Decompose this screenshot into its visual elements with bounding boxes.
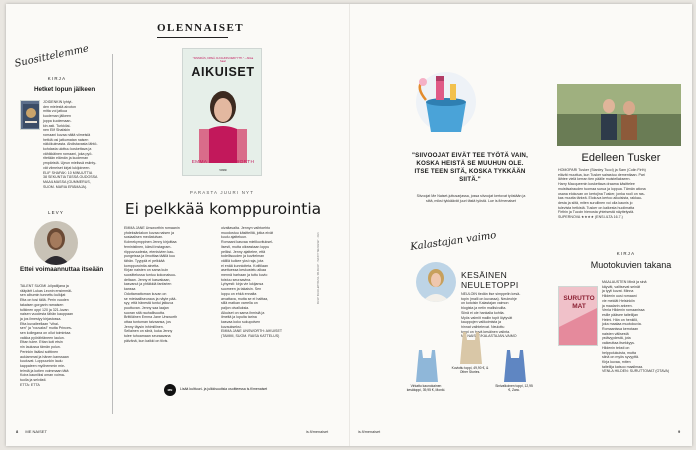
kirja-body-line: vähikkäinen romaani, joka pyö- [43, 151, 93, 156]
leffa-body-line: kas muutta tärkeä. Elokuva kertoo aikuisista, rakkau- [558, 196, 643, 201]
knit-top-shape [460, 332, 482, 364]
kirja-body-line: romaani kuvaa näitä viimeisiä [43, 132, 91, 137]
kirja-body-line: JOIDENKIN lyhtyi- [43, 100, 73, 104]
kalastajan-body-line: toppi on hyvä kesäinen valinta. [461, 329, 511, 334]
knit-top-icon [411, 348, 443, 384]
magazine-spread [6, 4, 692, 446]
right-web: is.fi/menaiset [358, 430, 381, 434]
vertical-credit: KUVAT KUVA:LEHTIKUVA / PR-KUVAT · TEKSTIT ME NAISET · 2021 [318, 232, 320, 304]
kirja2-body-line: vie meidät Helsinkiin [602, 298, 635, 303]
cover-title: AIKUISET [191, 65, 255, 79]
levy-body-line: rääpärit Lukas Leonin ensimmäi- [20, 288, 73, 293]
product-list [406, 330, 536, 420]
main-col1-line: tulee tuhoamaan seuraavana [124, 334, 171, 339]
kirja-body-line: kin asti. Turkkilai- [43, 123, 71, 128]
leffa-still [557, 84, 681, 146]
aikuiset-book-cover [182, 48, 262, 176]
levy-body-line: aukiammat ja hänen kanssaan [20, 354, 69, 359]
levy-body-line: takaisen gorgarin ramaisen [20, 302, 64, 307]
levy-body-line: ETTA: ETTA [20, 382, 40, 387]
kalastajan-body-line: Myös valmiit mallin topit löytyvät [461, 315, 513, 320]
cover-portrait [199, 85, 247, 163]
main-col1-line: feministinen, kärsii instagram- [124, 244, 172, 249]
leffa-title: Edelleen Tusker [581, 152, 661, 164]
script-heading: Suosittelemme [13, 43, 90, 70]
levy-body-line: nin laulussa tämän polun. [20, 345, 61, 350]
kirja2-body-line: vaikeuttaa itsekkyys. [602, 341, 635, 346]
main-col2-line: suomeen ja takaisin. Sen [221, 287, 262, 292]
knitter-photo [416, 262, 456, 302]
levy-body-line: vaikka pyörähtäneen laulun. [20, 335, 65, 340]
main-col-1 [124, 226, 216, 344]
kalastajan-body-line: Siinä ei ole hankalia kohtia. [461, 310, 505, 315]
kirja2-body-line: Hildenin uusi romaani [602, 294, 637, 299]
product-caption: Sinivalkoinen toppi, 12,95 €, Zara. [495, 384, 533, 393]
kalastajan-body-line: ME NAISET/KALASTAJAN-VAIMO [461, 334, 517, 339]
kalastajan-body-line: blogista ja netin mallisivuilta. [461, 306, 507, 311]
main-col1-line: Kirjan naisten on sama kuin [124, 268, 169, 273]
main-col1-line: komppurointia ainetta. [124, 263, 160, 268]
kirja-body [43, 100, 103, 189]
main-col2-line: Romaani kasvaa mielikuvituksel- [221, 240, 274, 245]
kirja2-body-line: taiteilija katsoo maailmaa. [602, 364, 644, 369]
section-title: OLENNAISET [157, 22, 245, 34]
kirja2-body-line: ja tyyli kuvat. Minna [602, 289, 634, 294]
footer-note: Lisää kulttuuri- ja julkkisuutisia osoitteessa is.fi/menaiset [180, 387, 268, 391]
knit-top-icon [455, 330, 487, 366]
product-caption: Virkattu kaunokainen kesätoppi, 39,95 €, Monki. [406, 384, 446, 393]
kirja2-body-line: MAALAUSTEN Minä ja sinä [602, 280, 647, 284]
main-col1-line: kasvanut ja yhtäkkiä fanfarien [124, 282, 172, 287]
main-col1-line: riippuvuudesta, etenisivien kau- [124, 249, 175, 254]
main-col2-line: kuulu ajatteluun. [221, 235, 248, 240]
kirja2-body-line: Helmi. Hän on henkilö, [602, 317, 639, 322]
main-col2-line: Lyhyesti: kirja vie lukijansa [221, 282, 264, 287]
artist-photo [34, 221, 78, 265]
main-col1-line: Brittiläinen Emma Jane Unsworth [124, 315, 178, 320]
section-rule [157, 37, 228, 38]
kirja-body-line: ELIF SHAFAK: 10 MINUUTTIA [43, 170, 93, 175]
levy-body-line: Koira kauniiksi oman voima- [20, 373, 65, 378]
kirja2-body-line: naisten välisestä [602, 331, 629, 336]
levy-body-line: tulikinen oppi 120 ja 321-luvan [20, 307, 69, 312]
magazine-logo: MN [164, 384, 176, 396]
kirja2-body-line: ystävyydestä, jota [602, 336, 631, 341]
kalastajan-body-line: hinnat vaihtelevat. Neulottu [461, 324, 505, 329]
kirja2-book-cover [558, 286, 598, 346]
levy-title: Ettei voimaannuttaa itseään [20, 266, 104, 273]
levy-portrait [34, 221, 78, 265]
main-col1-line: suoran sitä rauhallisuutta. [124, 310, 165, 315]
main-col2-line: loppu on ehkä ennalta [221, 291, 257, 296]
kalastajan-body-line: kauppojen valikoimista ja [461, 320, 501, 325]
leffa-body-line: muistisairauden tuomaa surua ja loppua. Tämän aitona [558, 186, 646, 191]
knit-top-icon [499, 348, 531, 384]
levy-body [20, 284, 104, 387]
product-item [406, 348, 448, 392]
main-col2-line: sillä matkan varrella on [221, 301, 258, 306]
kirja-body-line: 38 SEKUNTIA TÄSSÄ OUDOSSA [43, 175, 98, 180]
main-col2-line: paljon oivalluksia. [221, 305, 250, 310]
levy-body-line: sen" ja "rouvaksi" mutta Princes- [20, 326, 72, 331]
knit-top-shape [504, 350, 526, 382]
main-col2-line: EMMA JANE UNSWORTH: AIKUISET [221, 329, 283, 334]
kirja2-body-line: helppolukuista, mutta [602, 350, 636, 355]
cover-author: EMMA JANE UNSWORTH [191, 160, 255, 165]
levy-body-line: Ettan tulee. Ettan koti etsin [20, 340, 63, 345]
levy-body-line: tuolla ja selvästi. [20, 378, 47, 383]
kirja-title: Hetket lopun jälkeen [34, 86, 96, 93]
kirja-body-line: ympäristä. Ujeun mielissä esiinty- [43, 161, 97, 166]
main-col2-line: arvattava, mutta se ei haittaa, [221, 296, 269, 301]
kirja-body-line: kohdasta ulottuu koskettava ja [43, 147, 92, 152]
kirja2-cover-text: SURUTTO MAT [563, 295, 595, 310]
levy-body-line: telmiä ja kotien voimmaan tätä [20, 368, 69, 373]
levy-body-line: Etta kuvaileellaan "vihai- [20, 321, 60, 326]
main-col1-line: se mietaalliseuraus ja näyte pää- [124, 296, 177, 301]
main-col1-line: puuttuvan. Jenny saa laajan [124, 305, 169, 310]
kirja-body-line: mitta voi jatkua [43, 109, 67, 114]
main-col1-line: päivänä, kun kaikki on tiivis. [124, 338, 169, 343]
gutter [349, 4, 350, 446]
kirja2-body-line: joka maalaa muotokuvia. [602, 322, 642, 327]
kalastajan-title: KESÄINEN NEULETOPPI [461, 270, 519, 290]
kirja-body-line: den mielestä aivoton [43, 104, 76, 109]
kirja2-body-line: Romaanissa kerrotaan [602, 327, 639, 332]
kirja-body-line: hetkiä osi jatkumatan naisen [43, 137, 89, 142]
levy-body-line: Perinkin lisäksi soittinen [20, 349, 59, 354]
kalastajan-photo [416, 262, 456, 302]
main-col1-line: deltaan. Jenny ei kasvakaan, [124, 277, 171, 282]
product-caption: Kuvioitu toppi, 49,90 €, & Other Stories. [451, 366, 489, 375]
main-col2-line: muodostuu käsitteiltä, jotka eivät [221, 230, 273, 235]
main-col2-line: mennä harhaan ja tuttu kuvio [221, 273, 268, 278]
main-col1-line: Sellainen on siinä, kuka Jenny [124, 329, 173, 334]
main-col2-line: kasvaa koko sukupolven [221, 320, 261, 325]
main-col2-line: ilmeitä ja lopulta tarina [221, 315, 257, 320]
cover-publisher: TAMMI [219, 169, 227, 172]
kirja-body-line: SUOM. MARIA ERÄMAJA). [43, 184, 88, 189]
main-col1-line: tähän. Tyyppiä ei pelkkää [124, 258, 165, 263]
main-col2-line: lisesti, mutta oikeastaan loppu [221, 244, 270, 249]
column-divider [112, 54, 113, 414]
kirja-body-line: nen Elif Shafakin [43, 128, 70, 133]
kalastajan-body-line: on kotoisin Kalastajan vaimon [461, 301, 509, 306]
levy-body-line: kappaleen myöhemmin mie- [20, 363, 66, 368]
main-col2-line: asettuessa keskustelu alkaa [221, 268, 266, 273]
levy-body-line: kuuluvat. Loppuunkin laulu [20, 359, 63, 364]
kirja-label: KIRJA [47, 76, 67, 81]
kirja2-body-line: Venla Hildenin romaanissa [602, 308, 645, 313]
kirja-body-line: ritetään elämän ja kuoleman [43, 156, 89, 161]
kalastajan-body-line: NEULOIN tiedän itse simppelin kesä- [461, 292, 521, 296]
main-title: Ei pelkkää komppurointia [124, 200, 322, 218]
kirja2-body-line: käyvät, valitsevat seinät [602, 284, 640, 289]
kirja2-body-line: Kirja kuvaa, miten [602, 359, 631, 364]
leffa-body-line: Firthin ja Tuccin hienosta yhteisestä näyttelystä. [558, 210, 635, 215]
kirja-body-line: joppa kuolemaan- [43, 118, 72, 123]
film-still [557, 84, 681, 146]
kirja-book-cover [20, 100, 40, 130]
leffa-body-line: HOMOPARI Tusker (Stanley Tucci) ja Sam (Colin Firth) [558, 168, 646, 172]
levy-body-line: ja jos ilmestyy kirjastossa. [20, 316, 62, 321]
kirja-body-line: MAAILMASSA (GUMMERUS, [43, 179, 91, 184]
kirja2-title: Muotokuvien takana [590, 260, 672, 270]
kicker: PARASTA JUURI NYT [189, 190, 255, 195]
kirja2-body [602, 280, 682, 374]
main-col1-line: kanssa [124, 287, 136, 292]
main-col2-line: toistuu seuraavina. [221, 277, 252, 282]
product-item [450, 330, 492, 374]
main-col1-line: suosittelussa tuntuu kokonaisuu- [124, 273, 177, 278]
levy-body-line: TALENT SUOMI -kilpailijana ja [20, 284, 69, 288]
quote-source: Siivoojat Me Naiset-juttusarjassa, jossa siivoojat kertovat työstään ja siitä, miksi tykkäävät juuri tästä työstä. Lue is.fi/menaiset [416, 194, 526, 203]
main-col2-line: ei enää kunnioiteta. Kotitilaan [221, 263, 268, 268]
kirja2-body-line: siinä on myös syvyyttä. [602, 355, 639, 360]
main-col2-line: (TAMMI, SUOM. RAISA KATTELUS) [221, 334, 280, 339]
kirja2-body-line: Hildenin teksti on [602, 345, 630, 350]
main-col1-line: syy, että hänestä tuntui jatkuva [124, 301, 174, 306]
left-web: is.fi/menaiset [306, 430, 329, 434]
levy-body-line: Etta on tosi tällä. Perin vuoden [20, 298, 69, 303]
main-col1-line: Jenny täysin inhimillinen. [124, 324, 164, 329]
kirja-body-line: vät viimeiset kirjat lukijoineen. [43, 165, 91, 170]
levy-body-line: sen kollegana on ollut toimintaa [20, 331, 71, 336]
main-col2-line: todellisuuden ja kuvitelman [221, 254, 265, 259]
main-col2-line: oivaltavalta. Jennyn vaihtoehto [221, 226, 271, 230]
cover-blurb: "SINNIKÄS, KIPEÄ JA KAUNIS DEBYYTTI." —Miisa Saari [192, 57, 254, 63]
book-cover-art [21, 101, 40, 130]
levy-label: LEVY [47, 210, 65, 215]
main-col2-line: kuvaukseksi. [221, 324, 242, 329]
main-col1-line: pungeissa ja ilmoittaa täällä kuu [124, 254, 175, 259]
kirja2-body-line: esille pääsee taiteilijan [602, 312, 638, 317]
main-col2-line: peliksi. Jenny ajattelee, että [221, 249, 266, 254]
leffa-body-line: Harry Macqueenin koskettava draama käsittelee [558, 182, 635, 187]
right-folio: 9 [678, 429, 681, 434]
cleaning-bucket-illustration [406, 62, 486, 142]
kirja2-label: KIRJA [616, 251, 636, 256]
product-item [494, 348, 536, 392]
main-col1-line: Kolmekymppinen Jenny kirjoittaa [124, 240, 177, 245]
main-col-2 [221, 226, 313, 339]
knit-top-shape [416, 350, 438, 382]
leffa-body-line: osana elokuvan on kertojina Tusker, jonka rooli on ras- [558, 191, 645, 196]
left-folio [16, 430, 47, 435]
folio-number: 8 [16, 429, 19, 434]
main-col1-line: EMMA JANE Unsworthin romaanin [124, 226, 180, 230]
leffa-body-line: SUPERNOVA ★★★★ (ENSI-ILTA 16.7.) [558, 215, 623, 220]
leffa-body-line: tulevista hetkistä. Tusker on kaikesta huolimatta [558, 205, 635, 210]
kalastajan-body-line: topin (malli on kuvassa). Neuleohje [461, 296, 517, 301]
kirja-body-line: näkökulmasta. Ahdistavasta lähtö- [43, 142, 98, 147]
main-col1-line: Odottamattoman kuvan on [124, 291, 167, 296]
pull-quote: "SIIVOOJAT EIVÄT TEE TYÖTÄ VAIN, KOSKA HEISTÄ SE MUUHUN OLE. ITSE TEEN SITÄ, KOSKA TYKKÄÄN SIITÄ." [411, 152, 529, 183]
kirja2-body-line: ja maalarin arkeen. [602, 303, 633, 308]
leffa-body-line: lähtee vielä kerran tien päälle muistellakseen. [558, 177, 631, 182]
kalastajan-script: Kalastajan vaimo [409, 230, 498, 253]
leffa-body [558, 168, 682, 220]
main-col1-line: yhdeksänlakon kuvaa naisen ja [124, 230, 174, 235]
kirja2-body-line: VENLA HILDEN: SURUTTOMAT (OTAVA) [602, 369, 670, 374]
main-col1-line: sosiaalisen mediatulvan. [124, 235, 164, 240]
leffa-body-line: elävät muuttua, kun Tusker sairastuu dementiaan. Pari [558, 172, 645, 177]
leffa-body-line: desta ja siitä, miten surullinen voi olla kaunis jo [558, 200, 633, 205]
main-col2-line: välillä kulkee yksi raja, jota [221, 258, 264, 263]
folio-magazine: ME NAISET [25, 429, 47, 434]
levy-body-line: sen albumin tunnettu kulkijat [20, 293, 66, 298]
kirja-body-line: kuoleman jälkeen [43, 114, 71, 119]
main-col1-line: ottaa tuntuman taivaansa, jos [124, 320, 171, 325]
main-col2-line: Aikuiset on sama ihmisiä ja [221, 310, 265, 315]
levy-body-line: naisen vuodesta tähän kauppaan [20, 312, 73, 317]
